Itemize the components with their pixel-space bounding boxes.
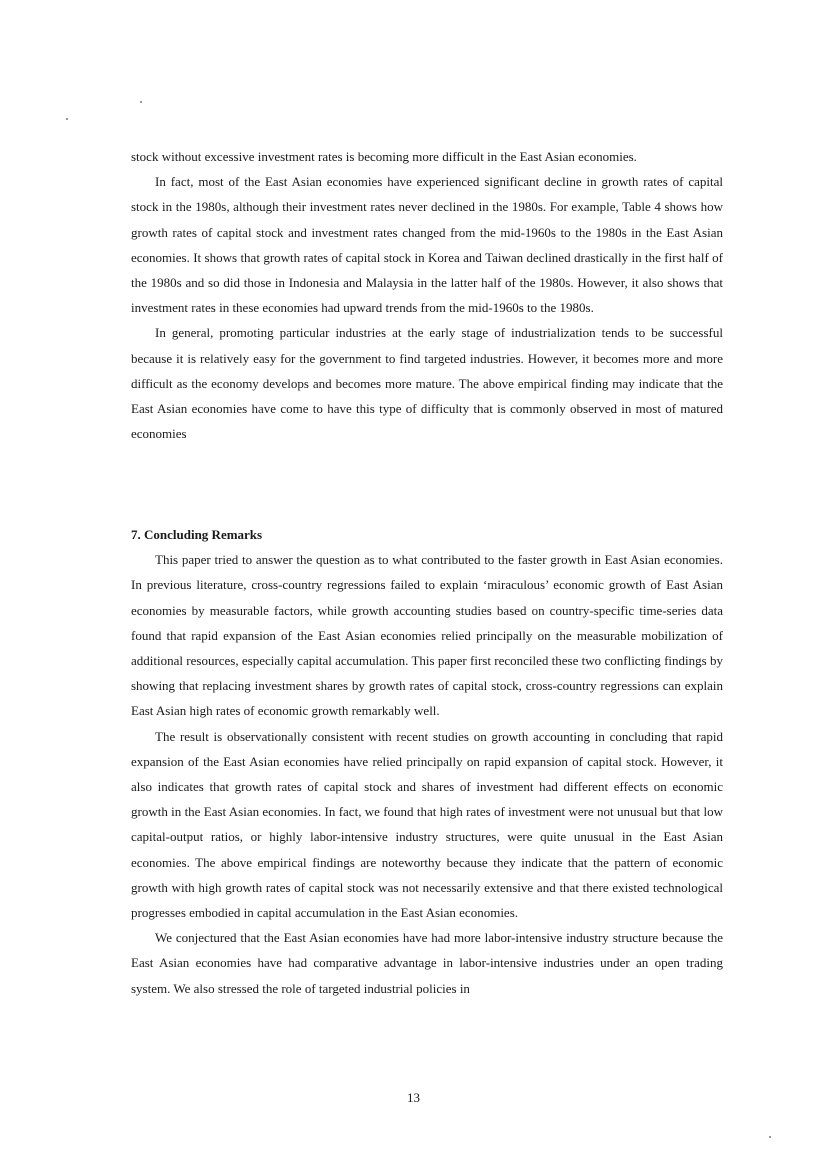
scan-speck	[769, 1136, 771, 1138]
body-text-continued	[131, 144, 723, 446]
paragraph: In general, promoting particular industries at the early stage of industrialization tends to be successful because it is relatively easy for the government to find targeted industries. However, it becomes more and more difficult as the economy develops and becomes more mature. The above empirical finding may indicate that the East Asian economies have come to have this type of difficulty that is commonly observed in most of matured economies	[131, 325, 723, 442]
paragraph: This paper tried to answer the question as to what contributed to the faster growth in East Asian economies. In previous literature, cross-country regressions failed to explain ‘miraculous’ economic growth of East Asian economies by measurable factors, while growth accounting studies based on country-specific time-series data found that rapid expansion of the East Asian economies relied principally on the measurable mobilization of additional resources, especially capital accumulation. This paper first reconciled these two conflicting findings by showing that replacing investment shares by growth rates of capital stock, cross-country regressions can explain East Asian high rates of economic growth remarkably well.	[131, 552, 723, 719]
concluding-remarks-section	[131, 522, 723, 1001]
page-number: 13	[407, 1090, 420, 1105]
scan-speck	[140, 101, 142, 103]
paragraph: In fact, most of the East Asian economies have experienced significant decline in growth rates of capital stock in the 1980s, although their investment rates never declined in the 1980s. For example, Table 4 shows how growth rates of capital stock and investment rates changed from the mid-1960s to the 1980s in the East Asian economies. It shows that growth rates of capital stock in Korea and Taiwan declined drastically in the first half of the 1980s and so did those in Indonesia and Malaysia in the latter half of the 1980s. However, it also shows that investment rates in these economies had upward trends from the mid-1960s to the 1980s.	[131, 174, 723, 316]
paragraph: We conjectured that the East Asian economies have had more labor-intensive industry structure because the East Asian economies have had comparative advantage in labor-intensive industries under an open trading system. We also stressed the role of targeted industrial policies in	[131, 930, 723, 996]
paragraph: The result is observationally consistent with recent studies on growth accounting in concluding that rapid expansion of the East Asian economies have relied principally on rapid expansion of capital stock. However, it also indicates that growth rates of capital stock and shares of investment had different effects on economic growth in the East Asian economies. In fact, we found that high rates of investment were not unusual but that low capital-output ratios, or highly labor-intensive industry structures, were quite unusual in the East Asian economies. The above empirical findings are noteworthy because they indicate that the pattern of economic growth with high growth rates of capital stock was not necessarily extensive and that there existed technological progresses embodied in capital accumulation in the East Asian economies.	[131, 728, 723, 921]
paragraph: stock without excessive investment rates is becoming more difficult in the East Asian economies.	[131, 149, 637, 164]
section-heading: 7. Concluding Remarks	[131, 527, 263, 542]
scan-speck	[66, 118, 68, 120]
